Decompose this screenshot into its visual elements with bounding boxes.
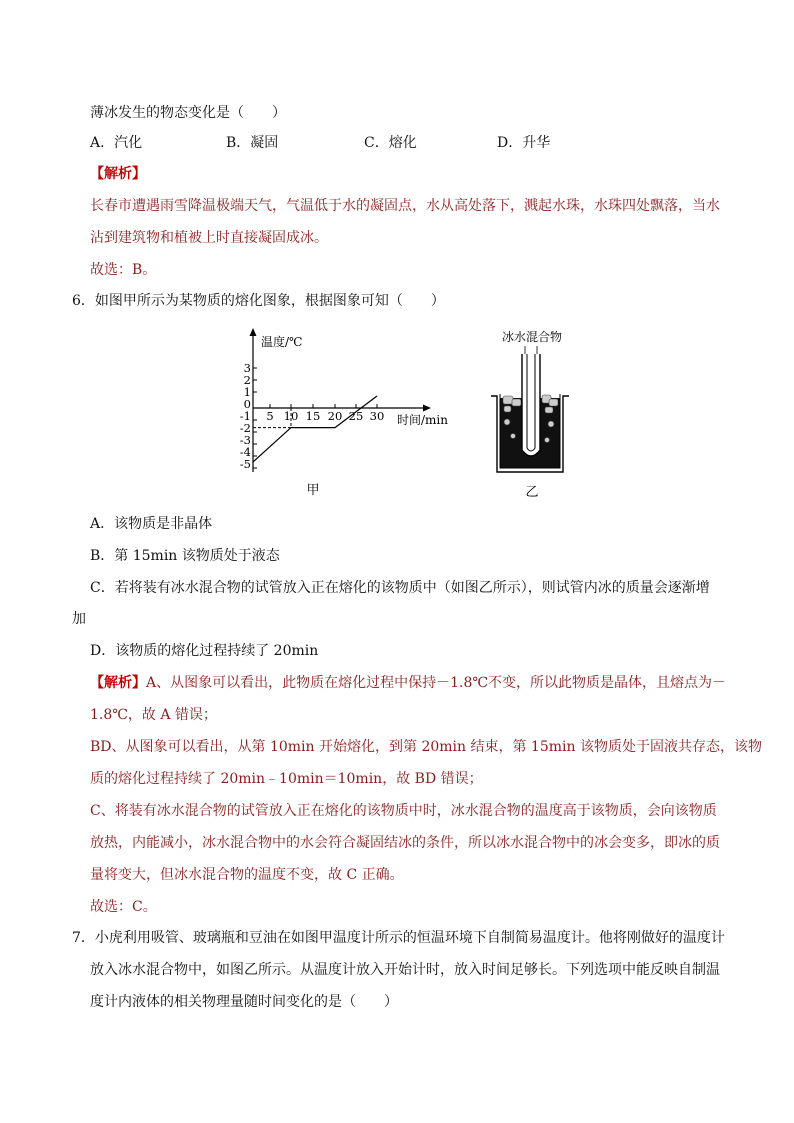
q6-analysis-line: 1.8℃，故 A 错误； <box>90 707 217 723</box>
q6-analysis-line: C、将装有冰水混合物的试管放入正在熔化的该物质中时，冰水混合物的温度高于该物质，会向该物质 <box>90 803 717 819</box>
q5-stem: 薄冰发生的物态变化是（ ） <box>90 105 286 121</box>
q6-analysis-text: A、从图象可以看出，此物质在熔化过程中保持－1.8℃不变，所以此物质是晶体，且熔点为－ <box>146 675 727 691</box>
melting-graph-figure <box>225 322 465 502</box>
y-tick-label: -2 <box>239 421 251 435</box>
q5-answer: 故选：B。 <box>90 262 157 278</box>
y-tick-label: 2 <box>243 373 251 387</box>
q7-stem-line: 度计内液体的相关物理量随时间变化的是（ ） <box>90 994 398 1010</box>
test-tube-inner <box>527 354 535 451</box>
q5-option-d: D．升华 <box>497 135 551 151</box>
y-tick-label: 0 <box>243 397 251 411</box>
x-tick-label: 25 <box>348 409 364 423</box>
q6-analysis-line: 质的熔化过程持续了 20min﹣10min＝10min，故 BD 错误； <box>90 771 483 787</box>
graph-y-axis-label: 温度/℃ <box>261 335 303 349</box>
q6-option-c-continued: 加 <box>72 611 86 627</box>
q5-analysis-tag: 【解析】 <box>90 166 146 182</box>
q6-answer: 故选：C。 <box>90 899 157 915</box>
y-tick-label: 1 <box>243 385 251 399</box>
q5-analysis-line: 沾到建筑物和植被上时直接凝固成冰。 <box>90 230 328 246</box>
q6-analysis-tag: 【解析】 <box>90 675 146 691</box>
q6-analysis-line: 量将变大，但冰水混合物的温度不变，故 C 正确。 <box>90 867 404 883</box>
y-tick-label: -4 <box>239 445 251 459</box>
x-tick-label: 20 <box>327 409 343 423</box>
q5-option-b: B．凝固 <box>226 135 279 151</box>
melting-curve <box>253 396 377 462</box>
beaker-figure <box>485 326 595 502</box>
x-tick-label: 5 <box>266 409 274 423</box>
q5-analysis-line: 长春市遭遇雨雪降温极端天气，气温低于水的凝固点，水从高处落下，溅起水珠，水珠四处飘落，当水 <box>90 198 720 214</box>
figure-caption-yi: 乙 <box>525 485 539 500</box>
q5-option-a: A．汽化 <box>90 135 143 151</box>
q6-analysis-line: 放热，内能减小，冰水混合物中的水会符合凝固结冰的条件，所以冰水混合物中的冰会变多，即冰的质 <box>90 835 720 851</box>
q7-stem-line: 放入冰水混合物中，如图乙所示。从温度计放入开始计时，放入时间足够长。下列选项中能反映自制温 <box>90 962 720 978</box>
q5-option-c: C．熔化 <box>364 135 417 151</box>
y-tick-label: -1 <box>239 409 251 423</box>
q6-analysis-line: BD、从图象可以看出，从第 10min 开始熔化，到第 20min 结束，第 15min 该物质处于固液共存态，该物 <box>90 739 762 755</box>
y-tick-label: 3 <box>243 361 251 375</box>
q6-stem: 6．如图甲所示为某物质的熔化图象，根据图象可知（ ） <box>72 293 445 309</box>
q6-option-c: C．若将装有冰水混合物的试管放入正在熔化的该物质中（如图乙所示），则试管内冰的质量会逐渐增 <box>90 580 710 596</box>
q6-option-b: B．第 15min 该物质处于液态 <box>90 548 280 564</box>
y-tick-label: -3 <box>239 433 251 447</box>
figure-caption-jia: 甲 <box>306 483 320 498</box>
q7-stem-line: 7．小虎利用吸管、玻璃瓶和豆油在如图甲温度计所示的恒温环境下自制简易温度计。他将刚做好的温度计 <box>72 930 725 946</box>
y-tick-label: -5 <box>239 457 251 471</box>
x-tick-label: 10 <box>283 409 299 423</box>
ice-water-mixture-label: 冰水混合物 <box>501 330 563 344</box>
q6-option-d: D．该物质的熔化过程持续了 20min <box>90 643 319 659</box>
q6-analysis-first-line <box>90 674 726 692</box>
q6-option-a: A．该物质是非晶体 <box>90 516 213 532</box>
x-tick-label: 15 <box>305 409 321 423</box>
graph-x-axis-label: 时间/min <box>397 413 448 427</box>
x-tick-label: 30 <box>369 409 385 423</box>
